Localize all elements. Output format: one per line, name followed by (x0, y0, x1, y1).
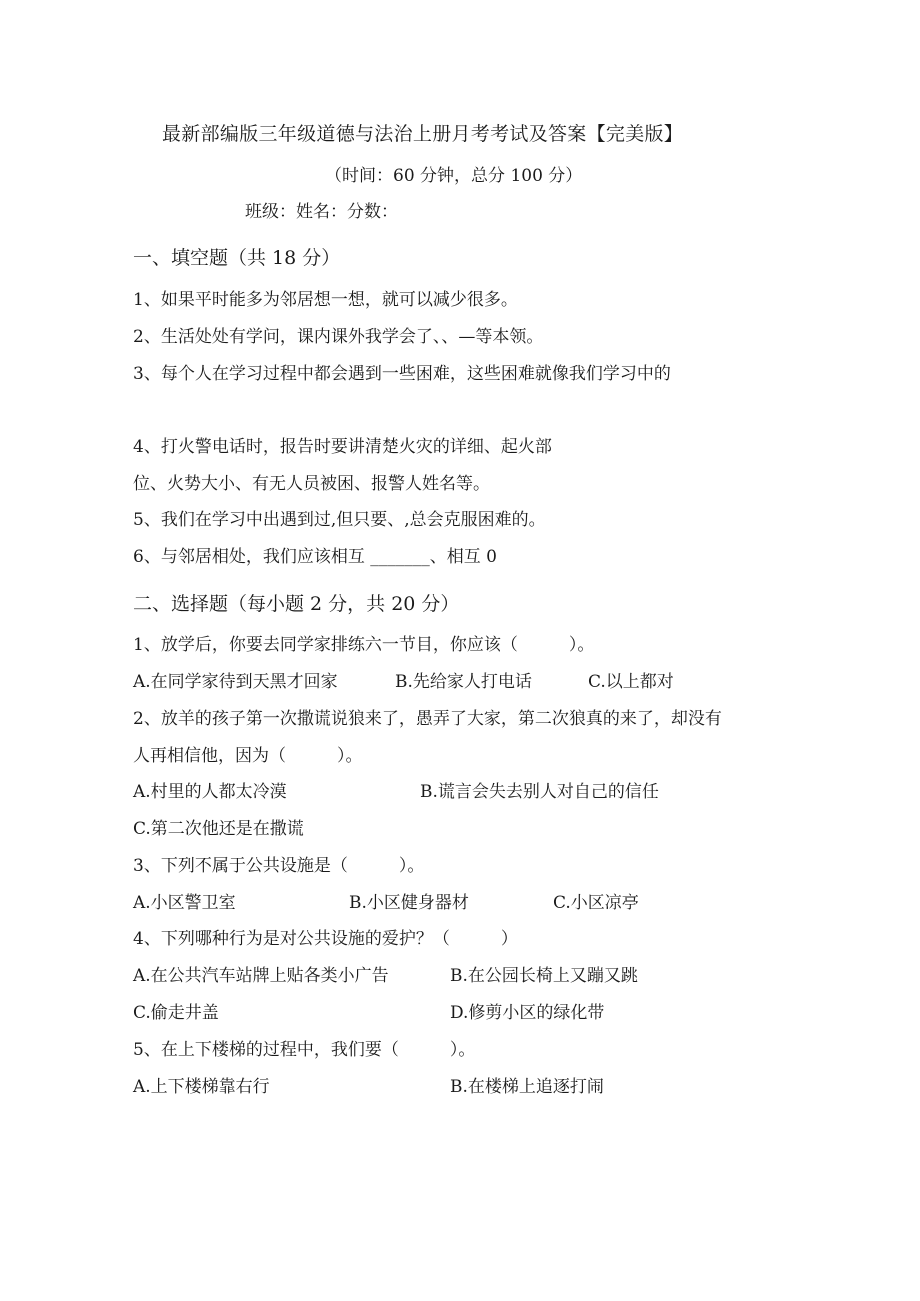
question-2-5-option-a: A.上下楼梯靠右行 (133, 1077, 270, 1097)
question-2-4-option-a: A.在公共汽车站牌上贴各类小广告 (133, 966, 389, 986)
question-2-5-option-b: B.在楼梯上追逐打闹 (450, 1077, 604, 1097)
question-1-1: 1、如果平时能多为邻居想一想，就可以减少很多。 (133, 290, 518, 310)
question-1-4-line1: 4、打火警电话时，报告时要讲清楚火灾的详细、起火部 (133, 437, 552, 457)
section-heading-fill-blank: 一、填空题（共 18 分） (133, 247, 341, 269)
time-info: （时间：60 分钟，总分 100 分） (325, 166, 583, 186)
question-2-3-option-c: C.小区凉亭 (553, 893, 639, 913)
question-1-4-line2: 位、火势大小、有无人员被困、报警人姓名等。 (133, 474, 490, 494)
question-1-3: 3、每个人在学习过程中都会遇到一些困难，这些困难就像我们学习中的 (133, 364, 671, 384)
student-info: 班级：姓名：分数： (245, 202, 398, 222)
section-heading-multiple-choice: 二、选择题（每小题 2 分，共 20 分） (133, 593, 460, 615)
question-2-3-option-a: A.小区警卫室 (133, 893, 236, 913)
question-2-5: 5、在上下楼梯的过程中，我们要（ ）。 (133, 1040, 476, 1060)
question-2-2-option-a: A.村里的人都太冷漠 (133, 782, 287, 802)
question-2-2-line2: 人再相信他，因为（ ）。 (133, 746, 363, 766)
question-2-2-option-b: B.谎言会失去别人对自己的信任 (420, 782, 659, 802)
question-2-1-option-a: A.在同学家待到天黑才回家 (133, 672, 338, 692)
question-2-1-option-b: B.先给家人打电话 (395, 672, 532, 692)
question-2-4: 4、下列哪种行为是对公共设施的爱护？（ ） (133, 929, 518, 949)
question-2-2-line1: 2、放羊的孩子第一次撒谎说狼来了，愚弄了大家，第二次狼真的来了，却没有 (133, 709, 722, 729)
question-1-2: 2、生活处处有学问，课内课外我学会了、、—等本领。 (133, 327, 544, 347)
question-2-1: 1、放学后，你要去同学家排练六一节目，你应该（ ）。 (133, 635, 595, 655)
question-2-2-option-c: C.第二次他还是在撒谎 (133, 819, 304, 839)
page-title: 最新部编版三年级道德与法治上册月考考试及答案【完美版】 (162, 123, 684, 145)
question-2-4-option-c: C.偷走井盖 (133, 1003, 219, 1023)
question-1-6: 6、与邻居相处，我们应该相互 _______、相互 0 (133, 547, 497, 567)
question-2-4-option-b: B.在公园长椅上又蹦又跳 (450, 966, 638, 986)
question-2-3-option-b: B.小区健身器材 (349, 893, 469, 913)
question-2-1-option-c: C.以上都对 (588, 672, 674, 692)
question-2-3: 3、下列不属于公共设施是（ ）。 (133, 856, 425, 876)
question-2-4-option-d: D.修剪小区的绿化带 (450, 1003, 605, 1023)
question-1-5: 5、我们在学习中出遇到过,但只要、,总会克服困难的。 (133, 510, 546, 530)
